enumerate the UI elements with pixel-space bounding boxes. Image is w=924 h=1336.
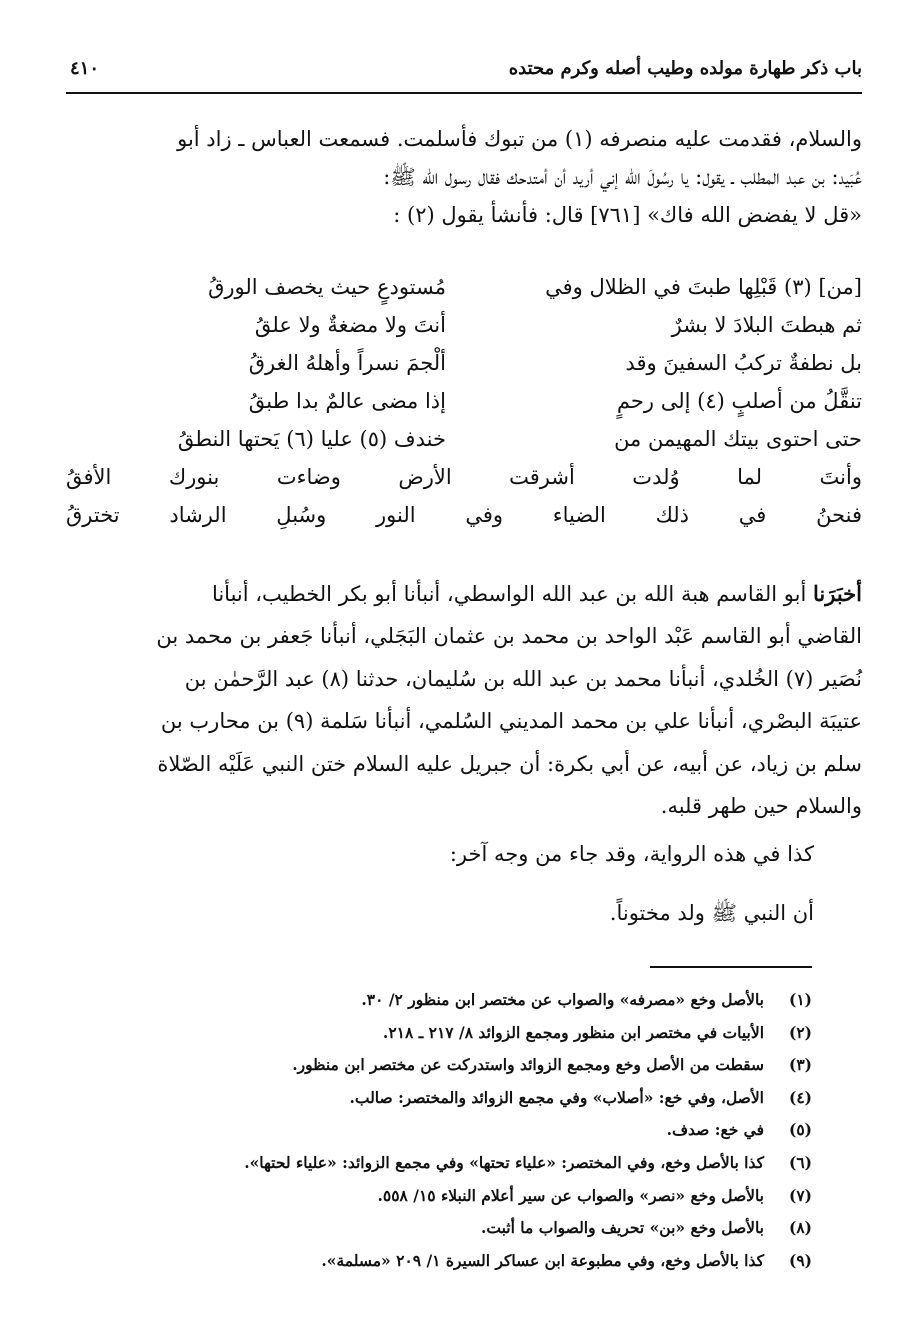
footnote-text: بالأصل وخع «بن» تحريف والصواب ما أثبت. bbox=[481, 1218, 764, 1238]
footnote-number: (٣) bbox=[788, 1055, 812, 1075]
isnad-line: عتيبَة البصْري، أنبأنا علي بن محمد المديني السُلمي، أنبأنا سَلمة (٩) بن محارب بن bbox=[160, 709, 862, 734]
poem-verse bbox=[66, 382, 862, 420]
footnote-number: (٧) bbox=[788, 1185, 812, 1205]
footnote-text: بالأصل وخع «نصر» والصواب عن سير أعلام النبلاء ١٥/ ٥٥٨. bbox=[377, 1185, 764, 1205]
footnote-text: الأبيات في مختصر ابن منظور ومجمع الزوائد ٨/ ٢١٧ ـ ٢١٨. bbox=[382, 1022, 764, 1042]
footnote bbox=[70, 1114, 812, 1147]
footnote-text: كذا بالأصل وخع، وفي المختصر: «علياء تحتها» وفي مجمع الزوائد: «علياء لحتها». bbox=[244, 1152, 764, 1172]
footnote-separator bbox=[650, 966, 812, 968]
verse-second-hemistich: مُستودعٍ حيث يخصف الورقُ bbox=[208, 275, 446, 299]
verse-first-hemistich: [من] (٣) قَبْلِها طبتَ في الظلال وفي bbox=[545, 275, 862, 299]
verse-second-hemistich: خندف (٥) عليا (٦) يَحتها النطقُ bbox=[177, 427, 446, 451]
closing-line: أن النبي ﷺ ولد مختوناً. bbox=[609, 901, 814, 925]
intro-line: عُبَيد: بن عبد المطلب ـ يقول: يا رسُولَ الله إني أريد أن أمتدحك فقال رسول الله ﷺ: bbox=[383, 165, 862, 189]
footnote-text: بالأصل وخع «مصرفه» والصواب عن مختصر ابن منظور ٢/ ٣٠. bbox=[361, 990, 764, 1009]
verse-second-hemistich: إذا مضى عالمٌ بدا طبقُ bbox=[248, 389, 446, 413]
footnote bbox=[70, 1180, 812, 1213]
footnote bbox=[70, 1245, 812, 1278]
intro-line: والسلام، فقدمت عليه منصرفه (١) من تبوك فأسلمت. فسمعت العباس ـ زاد أبو bbox=[177, 127, 862, 151]
footnote-number: (٢) bbox=[788, 1022, 812, 1042]
footnote-text: سقطت من الأصل وخع ومجمع الزوائد واستدركت عن مختصر ابن منظور. bbox=[292, 1055, 764, 1075]
running-header bbox=[66, 58, 862, 92]
isnad-line: والسلام حين طهر قلبه. bbox=[660, 794, 862, 819]
poem-full-line: وأنتَ لما وُلدت أشرقت الأرض وضاءت بنورك الأفقُ bbox=[66, 465, 862, 489]
poem-verse bbox=[66, 306, 862, 344]
footnote-text: الأصل، وفي خع: «أصلاب» وفي مجمع الزوائد والمختصر: صالب. bbox=[349, 1087, 764, 1107]
footnote bbox=[70, 984, 812, 1017]
footnote bbox=[70, 1147, 812, 1180]
isnad-line: القاضي أبو القاسم عَبْد الواحد بن محمد بن عثمان البَجَلي، أنبأنا جَعفر بن محمد بن bbox=[156, 624, 862, 649]
footnote bbox=[70, 1017, 812, 1050]
isnad-line: نُصَير (٧) الخُلدي، أنبأنا محمد بن عبد الله بن سُليمان، حدثنا (٨) عبد الرَّحمٰن بن bbox=[184, 666, 862, 691]
footnotes bbox=[70, 984, 812, 1277]
poem-verse bbox=[66, 420, 862, 458]
footnote-number: (٨) bbox=[788, 1218, 812, 1238]
poem-verse bbox=[66, 344, 862, 382]
verse-first-hemistich: ثم هبطتَ البلادَ لا بشرٌ bbox=[671, 313, 862, 337]
footnote-text: في خع: صدف. bbox=[666, 1120, 764, 1140]
header-rule bbox=[66, 92, 862, 94]
footnote-text: كذا بالأصل وخع، وفي مطبوعة ابن عساكر السيرة ١/ ٢٠٩ «مسلمة». bbox=[321, 1250, 764, 1270]
poem-verse bbox=[66, 268, 862, 306]
isnad-paragraph bbox=[66, 573, 862, 827]
intro-line: «قل لا يفضض الله فاك» [٧٦١] قال: فأنشأ يقول (٢) : bbox=[393, 203, 862, 227]
isnad-lead: أخبَرَنا bbox=[813, 581, 862, 606]
verse-first-hemistich: تنقَّلُ من أصلبٍ (٤) إلى رحمٍ bbox=[616, 389, 862, 413]
verse-second-hemistich: أنتَ ولا مضغةٌ ولا علقُ bbox=[254, 313, 446, 337]
poem-full-line: فنحنُ في ذلك الضياء وفي النور وسُبلِ الرشاد تخترقُ bbox=[66, 503, 862, 527]
chapter-title: باب ذكر طهارة مولده وطيب أصله وكرم محتده bbox=[508, 58, 862, 79]
isnad-line: سلم بن زياد، عن أبيه، عن أبي بكرة: أن جبريل عليه السلام ختن النبي عَلَيْه الصّلاة bbox=[157, 751, 862, 776]
verse-second-hemistich: ألْجمَ نسراً وأهلهُ الغرقُ bbox=[248, 351, 446, 375]
footnote-number: (١) bbox=[788, 990, 812, 1009]
footnote-number: (٩) bbox=[788, 1250, 812, 1270]
verse-first-hemistich: بل نطفةٌ تركبُ السفينَ وقد bbox=[625, 351, 862, 375]
isnad-line bbox=[66, 573, 862, 615]
footnote bbox=[70, 1049, 812, 1082]
verse-first-hemistich: حتى احتوى بيتك المهيمن من bbox=[614, 427, 862, 451]
footnote-number: (٤) bbox=[788, 1087, 812, 1107]
footnote bbox=[70, 1212, 812, 1245]
page-number: ٤١٠ bbox=[70, 58, 100, 79]
footnote-number: (٥) bbox=[788, 1120, 812, 1140]
intro-text bbox=[66, 120, 862, 234]
closing-line: كذا في هذه الرواية، وقد جاء من وجه آخر: bbox=[449, 842, 814, 866]
footnote-number: (٦) bbox=[788, 1152, 812, 1172]
footnote bbox=[70, 1082, 812, 1115]
isnad-line-text: أبو القاسم هبة الله بن عبد الله الواسطي، أنبأنا أبو بكر الخطيب، أنبأنا bbox=[211, 582, 807, 606]
poem bbox=[66, 268, 862, 534]
